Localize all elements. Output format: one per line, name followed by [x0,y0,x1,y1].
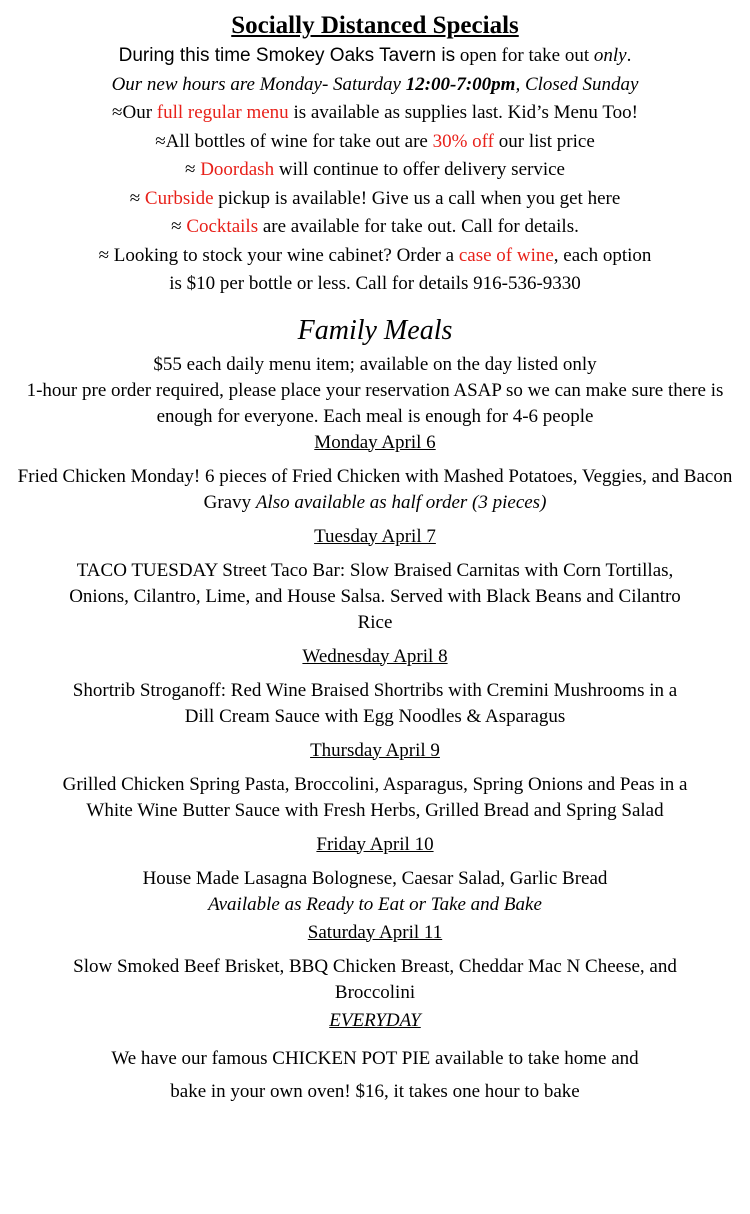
cocktails-text: Cocktails [186,216,259,237]
day-desc-saturday: Slow Smoked Beef Brisket, BBQ Chicken Breast, Cheddar Mac N Cheese, and Broccolini [73,955,677,1003]
page-title: Socially Distanced Specials [231,12,519,39]
intro-open-text: open for take out [455,45,594,66]
day-title-saturday: Saturday April 11 [307,921,443,943]
hours-time: 12:00-7:00pm [405,73,516,95]
cocktails-lead: ≈ [171,216,187,237]
everyday-desc-line-2: bake in your own oven! $16, it takes one hour to bake [170,1080,580,1102]
doordash-link[interactable]: Doordash [200,159,275,180]
day-title-thursday: Thursday April 9 [310,739,440,761]
intro-line-menu [0,99,750,128]
day-desc-monday [0,464,750,516]
day-title-everyday: EVERYDAY [329,1009,421,1031]
wine-lead: ≈All bottles of wine for take out are [155,130,433,152]
curbside-tail: pickup is available! Give us a call when you get here [213,187,621,209]
day-title-friday: Friday April 10 [316,833,434,855]
family-price-line: $55 each daily menu item; available on the day listed only [153,353,597,375]
family-meals-title: Family Meals [297,314,453,346]
day-title-tuesday: Tuesday April 7 [314,525,436,547]
family-preorder-note: 1-hour pre order required, please place your reservation ASAP so we can make sure there is enough for everyone. Each meal is enough for 4-6 people [26,379,724,427]
intro-only-text: only [593,45,627,66]
day-desc-tuesday: TACO TUESDAY Street Taco Bar: Slow Braised Carnitas with Corn Tortillas, Onions, Cilantro, Lime, and House Salsa. Served with Black Beans and Cilantro Rice [69,559,681,633]
doordash-lead: ≈ [185,159,201,180]
intro-line-open [0,42,750,71]
hours-closed: , Closed Sunday [515,73,639,95]
everyday-desc-line-1: We have our famous CHICKEN POT PIE available to take home and [111,1047,639,1069]
day-desc-thursday: Grilled Chicken Spring Pasta, Broccolini, Asparagus, Spring Onions and Peas in a White Wine Butter Sauce with Fresh Herbs, Grilled Bread and Spring Salad [62,773,688,821]
hours-lead: Our new hours are Monday- Saturday [111,73,406,95]
case-lead: ≈ Looking to stock your wine cabinet? Order a [98,244,459,266]
case-of-wine-text: case of wine [458,244,554,266]
curbside-lead: ≈ [129,187,145,209]
day-desc-wednesday: Shortrib Stroganoff: Red Wine Braised Shortribs with Cremini Mushrooms in a Dill Cream Sauce with Egg Noodles & Asparagus [72,679,678,727]
full-menu-link[interactable]: full regular menu [156,102,289,123]
case-tail: , each option [553,244,652,266]
intro-line-curbside [0,185,750,214]
wine-discount: 30% off [432,130,494,152]
intro-line-phone: is $10 per bottle or less. Call for details 916-536-9330 [169,273,581,294]
monday-desc-text: Fried Chicken Monday! 6 pieces of Fried Chicken with Mashed Potatoes, Veggies, and Bacon Gravy [17,465,733,513]
intro-line-doordash [0,156,750,185]
intro-line-case [0,242,750,271]
intro-line-wine [0,128,750,157]
doordash-tail: will continue to offer delivery service [274,159,565,180]
menu-lead: ≈Our [112,102,157,123]
intro-line-hours [0,71,750,100]
intro-period: . [626,45,632,66]
wine-tail: our list price [494,130,595,152]
curbside-text: Curbside [144,187,214,209]
cocktails-tail: are available for take out. Call for details. [258,216,579,237]
day-note-friday: Available as Ready to Eat or Take and Bake [208,893,542,915]
day-title-monday: Monday April 6 [314,431,436,453]
day-title-wednesday: Wednesday April 8 [302,645,448,667]
monday-half-order-note: Also available as half order (3 pieces) [255,491,547,513]
day-desc-friday: House Made Lasagna Bolognese, Caesar Salad, Garlic Bread [142,867,608,889]
intro-line-cocktails [0,213,750,242]
menu-tail: is available as supplies last. Kid’s Menu Too! [288,102,638,123]
intro-tavern-text: During this time Smokey Oaks Tavern is [118,45,456,66]
